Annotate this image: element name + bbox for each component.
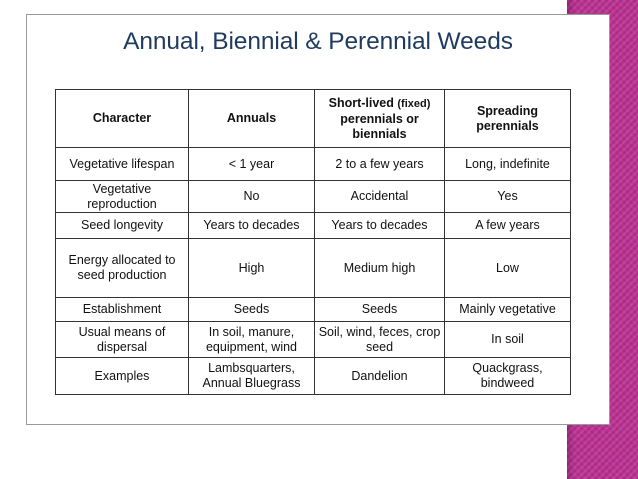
row-label: Examples <box>56 358 189 395</box>
header-row <box>56 90 571 148</box>
row-label: Establishment <box>56 298 189 322</box>
header-fixed-note: (fixed) <box>397 97 431 110</box>
table-cell: Dandelion <box>315 358 445 395</box>
table-cell: Quackgrass, bindweed <box>445 358 571 395</box>
table-cell: In soil, manure, equipment, wind <box>189 322 315 358</box>
weed-comparison-table <box>55 89 571 395</box>
header-spreading: Spreading perennials <box>445 90 571 148</box>
table-cell: Medium high <box>315 239 445 298</box>
table-row <box>56 213 571 239</box>
table-cell: Years to decades <box>189 213 315 239</box>
header-annuals: Annuals <box>189 90 315 148</box>
table-cell: Seeds <box>189 298 315 322</box>
table-cell: Long, indefinite <box>445 148 571 181</box>
table-row <box>56 181 571 213</box>
table-row <box>56 239 571 298</box>
table-cell: 2 to a few years <box>315 148 445 181</box>
row-label: Usual means of dispersal <box>56 322 189 358</box>
header-short-lived-prefix: Short-lived <box>328 95 394 110</box>
table-cell: Accidental <box>315 181 445 213</box>
table-cell: In soil <box>445 322 571 358</box>
row-label: Seed longevity <box>56 213 189 239</box>
table-cell: No <box>189 181 315 213</box>
table-row <box>56 322 571 358</box>
header-short-lived-rest: perennials or biennials <box>340 111 419 141</box>
table-cell: Seeds <box>315 298 445 322</box>
table-cell: Low <box>445 239 571 298</box>
table-row <box>56 298 571 322</box>
table-cell: A few years <box>445 213 571 239</box>
table-row <box>56 358 571 395</box>
table-cell: Mainly vegetative <box>445 298 571 322</box>
table-row <box>56 148 571 181</box>
row-label: Energy allocated to seed production <box>56 239 189 298</box>
table-cell: < 1 year <box>189 148 315 181</box>
slide-title: Annual, Biennial & Perennial Weeds <box>123 28 513 55</box>
table-cell: High <box>189 239 315 298</box>
table-cell: Soil, wind, feces, crop seed <box>315 322 445 358</box>
row-label: Vegetative reproduction <box>56 181 189 213</box>
table-cell: Yes <box>445 181 571 213</box>
table-cell: Lambsquarters, Annual Bluegrass <box>189 358 315 395</box>
header-short-lived <box>315 90 445 148</box>
header-character: Character <box>56 90 189 148</box>
row-label: Vegetative lifespan <box>56 148 189 181</box>
table-cell: Years to decades <box>315 213 445 239</box>
